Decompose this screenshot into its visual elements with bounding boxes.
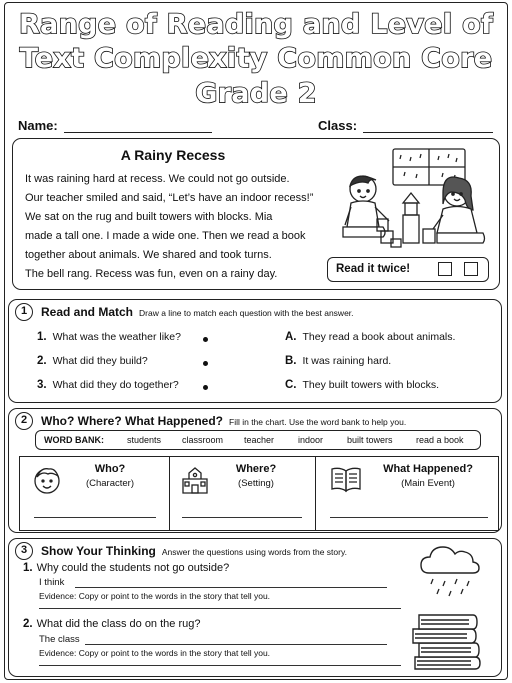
question-text: What did they build?: [52, 355, 148, 367]
chart-subheading-where: (Setting): [238, 478, 274, 489]
read-it-twice-label: Read it twice!: [336, 263, 411, 275]
section-title: Who? Where? What Happened?: [41, 414, 223, 428]
story-line: made a tall one. I made a wide one. Then we read a book: [25, 230, 306, 242]
answer-line-1[interactable]: [75, 587, 387, 588]
worksheet-title-line-2: Text Complexity Common Core: [19, 43, 493, 74]
section-instruction: Draw a line to match each question with the best answer.: [139, 308, 354, 318]
question-number: 1.: [23, 562, 33, 574]
class-label: Class:: [318, 118, 358, 133]
section-show-your-thinking: [8, 538, 502, 677]
question-number: 2.: [23, 618, 33, 630]
section-number-badge: 1: [15, 303, 33, 321]
match-answer-c[interactable]: [285, 379, 439, 391]
word-bank-word: indoor: [298, 435, 324, 445]
section-number-badge: 2: [15, 412, 33, 430]
evidence-line-2[interactable]: [39, 665, 401, 666]
chart-column-what-happened: [316, 457, 500, 530]
answer-line-where[interactable]: [182, 517, 302, 518]
sentence-starter-2: The class: [39, 634, 80, 645]
stack-of-books-icon: [409, 609, 485, 673]
chart-column-who: [20, 457, 170, 530]
question-text: What did the class do on the rug?: [36, 618, 201, 630]
story-line: It was raining hard at recess. We could not go outside.: [25, 173, 290, 185]
word-bank-word: students: [127, 435, 162, 445]
name-blank[interactable]: [64, 121, 212, 133]
question-text: What was the weather like?: [52, 331, 181, 343]
word-bank: [35, 430, 481, 450]
read-checkbox-1[interactable]: [438, 262, 452, 276]
question-text: What did they do together?: [52, 379, 179, 391]
story-title: A Rainy Recess: [120, 147, 226, 163]
answer-line-2[interactable]: [85, 644, 387, 645]
name-field[interactable]: [18, 118, 212, 133]
match-answer-a[interactable]: [285, 331, 455, 343]
sentence-starter-1: I think: [39, 577, 65, 588]
section-instruction: Answer the questions using words from the story.: [161, 547, 347, 557]
story-box: [12, 138, 500, 290]
chart-subheading-what-happened: (Main Event): [401, 478, 455, 489]
section-instruction: Fill in the chart. Use the word bank to help you.: [229, 417, 407, 427]
worksheet-title-line-3: Grade 2: [195, 78, 317, 109]
answer-text: They read a book about animals.: [302, 331, 456, 343]
section-heading: [41, 414, 406, 428]
word-bank-word: teacher: [244, 435, 275, 445]
section-title: Show Your Thinking: [41, 544, 156, 558]
thinking-question-1: [23, 562, 229, 574]
question-number: 2.: [37, 355, 47, 367]
word-bank-word: classroom: [182, 435, 224, 445]
read-checkbox-2[interactable]: [464, 262, 478, 276]
open-book-icon: [330, 465, 362, 493]
answer-text: They built towers with blocks.: [302, 379, 440, 391]
answer-line-what-happened[interactable]: [330, 517, 488, 518]
chart-heading-where: Where?: [235, 463, 277, 475]
story-line: Our teacher smiled and said, “Let’s have an indoor recess!”: [25, 192, 314, 204]
match-question-1: [37, 331, 181, 343]
section-read-and-match: [8, 299, 502, 403]
match-dot-question-1[interactable]: [203, 337, 208, 342]
story-line: The bell rang. Recess was fun, even on a rainy day.: [25, 268, 278, 280]
section-who-where-what: [8, 408, 502, 533]
chart-heading-who: Who?: [94, 463, 126, 475]
word-bank-label: WORD BANK:: [44, 435, 104, 445]
chart-subheading-who: (Character): [85, 478, 135, 489]
child-face-icon: [32, 465, 62, 495]
match-answer-b[interactable]: [285, 355, 391, 367]
match-dot-question-3[interactable]: [203, 385, 208, 390]
match-dot-question-2[interactable]: [203, 361, 208, 366]
kids-playing-blocks-illustration: [331, 145, 496, 257]
thinking-question-2: [23, 618, 200, 630]
evidence-line-1[interactable]: [39, 608, 401, 609]
section-number-badge: 3: [15, 542, 33, 560]
answer-letter: C.: [285, 379, 297, 391]
name-label: Name:: [18, 118, 58, 133]
word-bank-word: built towers: [347, 435, 393, 445]
worksheet-title-line-1: Range of Reading and Level of: [18, 9, 494, 40]
answer-line-who[interactable]: [34, 517, 156, 518]
question-number: 1.: [37, 331, 47, 343]
section-heading: [41, 305, 354, 319]
evidence-prompt-1: Evidence: Copy or point to the words in the story that tell you.: [39, 591, 271, 601]
evidence-prompt-2: Evidence: Copy or point to the words in the story that tell you.: [39, 648, 271, 658]
question-text: Why could the students not go outside?: [36, 562, 230, 574]
section-title: Read and Match: [41, 305, 134, 319]
answer-text: It was raining hard.: [302, 355, 392, 367]
chart-heading-what-happened: What Happened?: [383, 463, 473, 475]
chart-column-where: [170, 457, 316, 530]
class-blank[interactable]: [363, 121, 493, 133]
answer-letter: A.: [285, 331, 297, 343]
answer-letter: B.: [285, 355, 297, 367]
story-line: We sat on the rug and built towers with blocks. Mia: [25, 211, 273, 223]
story-elements-chart: [19, 456, 499, 531]
match-question-3: [37, 379, 179, 391]
school-building-icon: [180, 465, 210, 495]
story-line: together about animals. We shared and took turns.: [25, 249, 272, 261]
question-number: 3.: [37, 379, 47, 391]
story-text: [25, 170, 330, 284]
rain-cloud-icon: [419, 543, 483, 599]
section-heading: [41, 544, 347, 558]
class-field[interactable]: [318, 118, 493, 133]
match-question-2: [37, 355, 148, 367]
read-it-twice-box: [327, 257, 489, 282]
word-bank-word: read a book: [416, 435, 464, 445]
